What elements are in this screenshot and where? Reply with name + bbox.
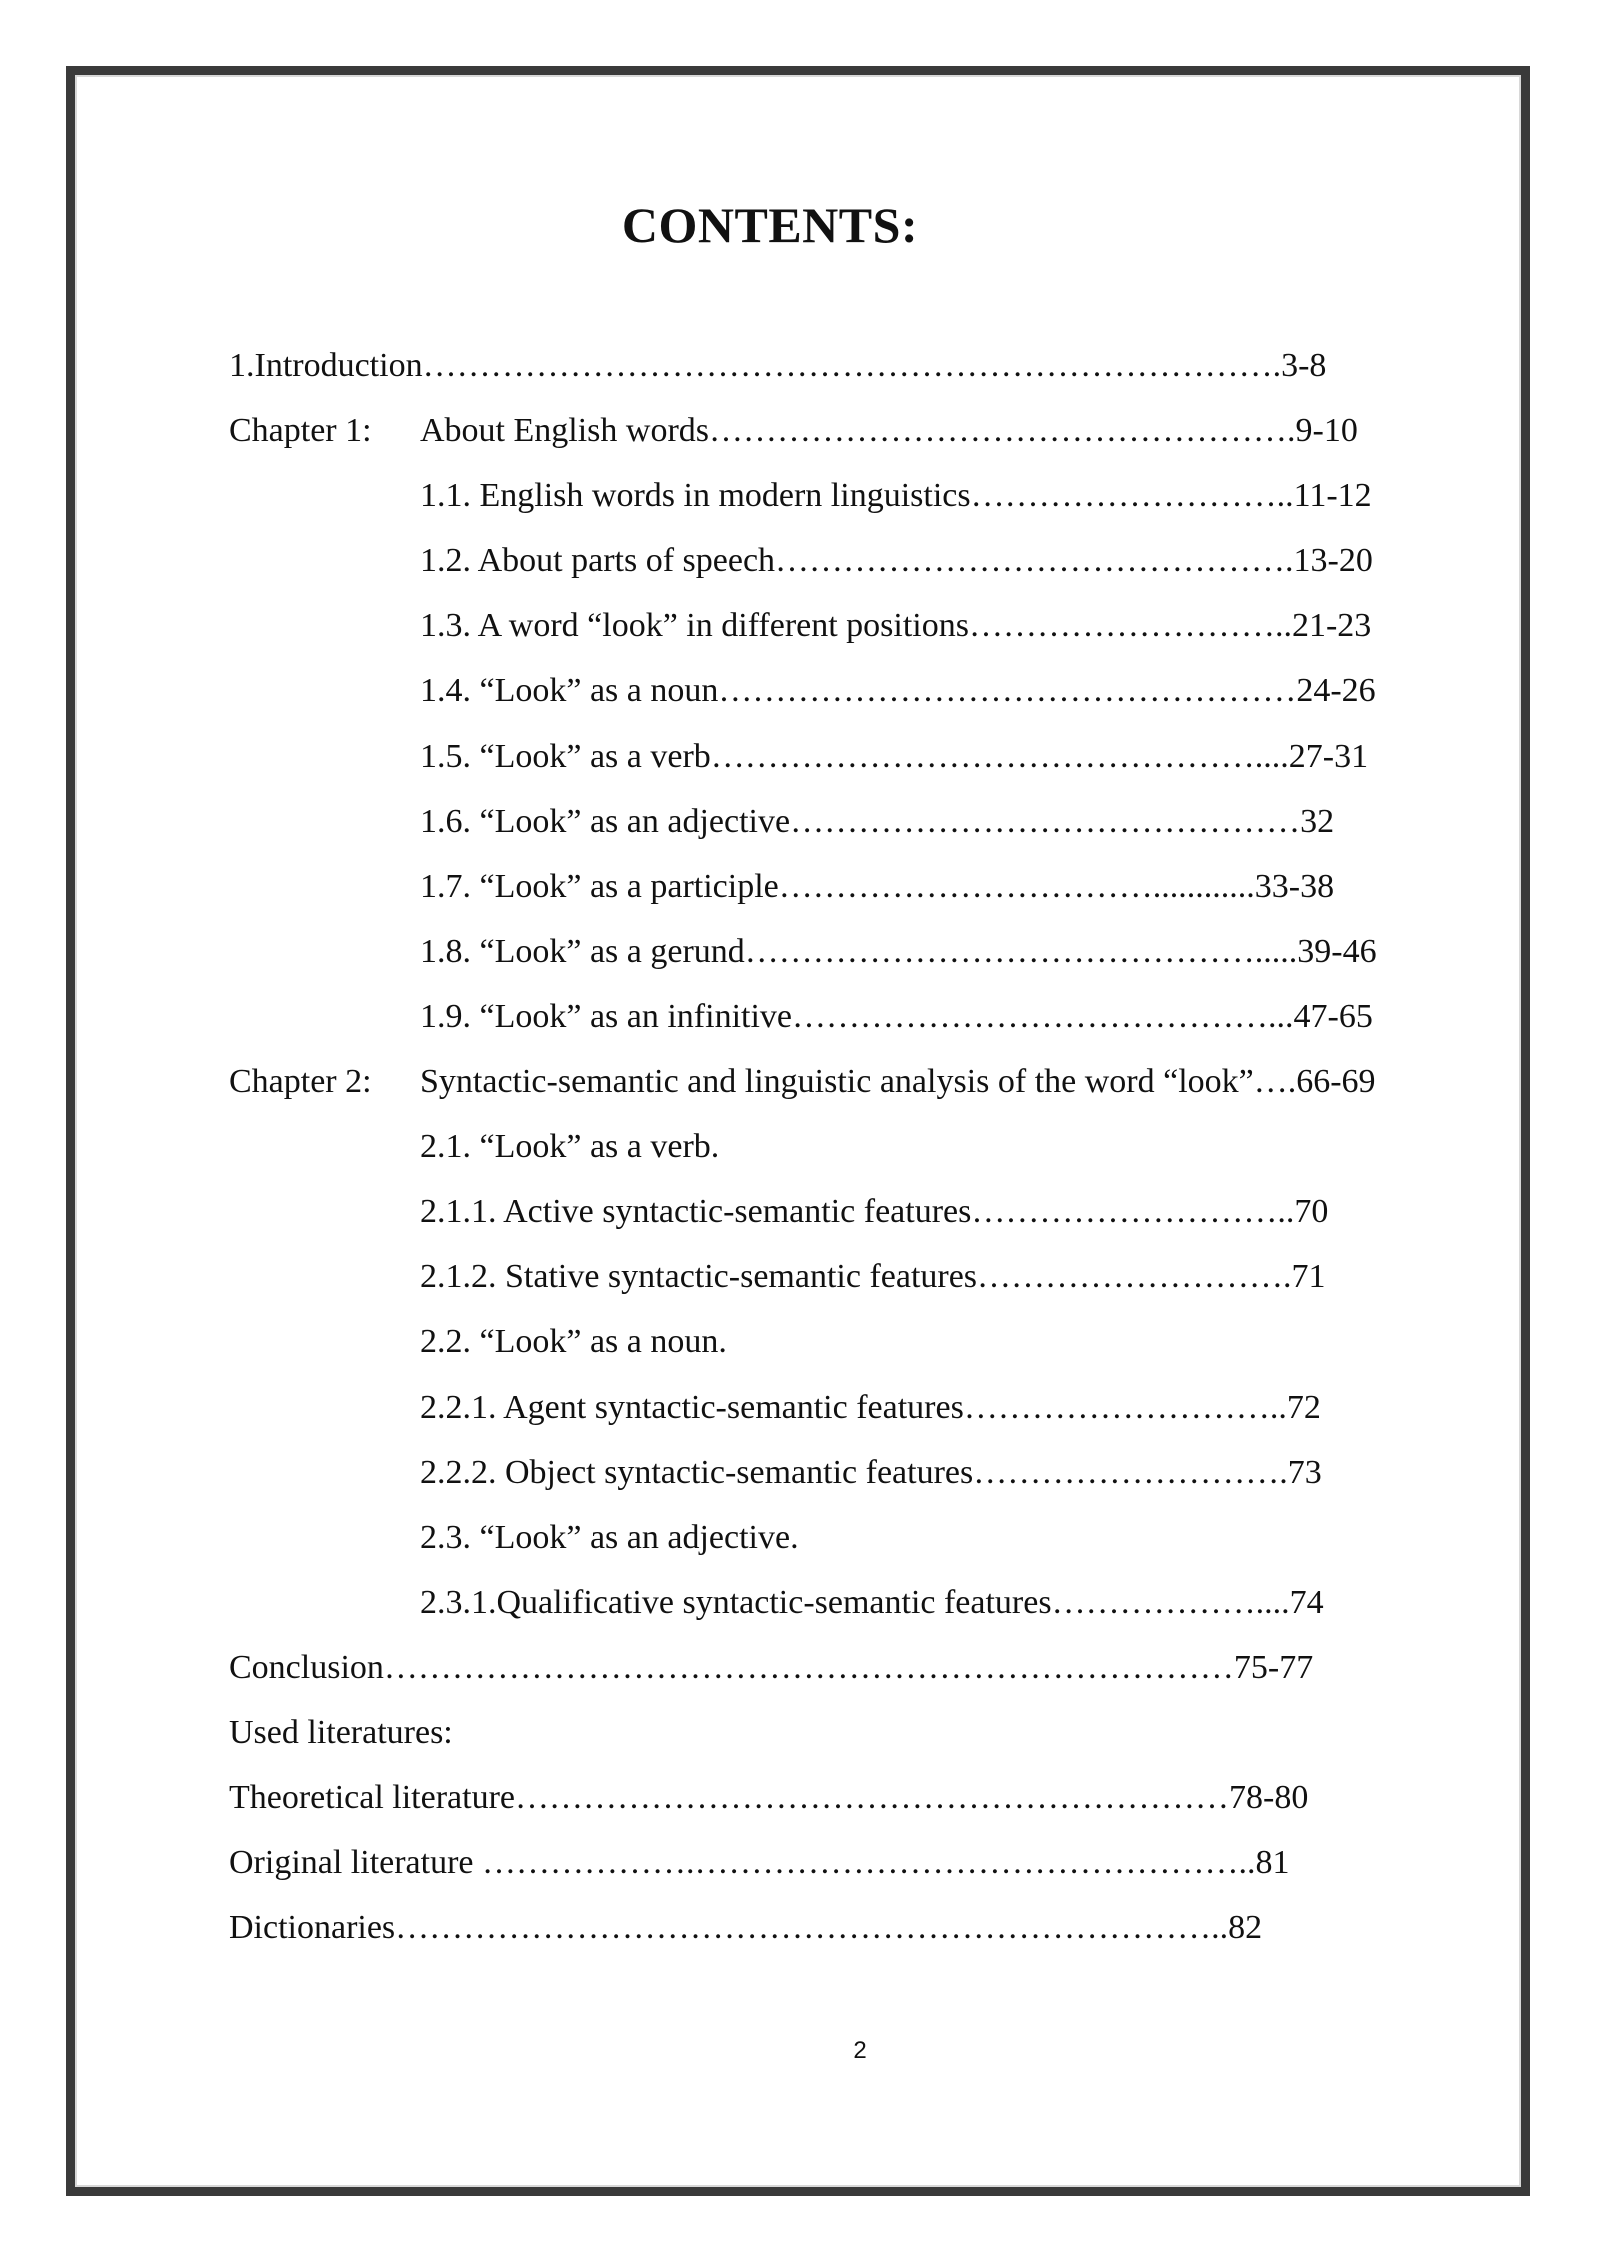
toc-entry	[229, 1375, 1529, 1440]
toc-chapter-label: Chapter 2:	[229, 1063, 372, 1101]
toc-entry	[229, 1635, 1529, 1700]
toc-entry	[229, 398, 1529, 463]
toc-entry	[229, 724, 1529, 789]
toc-entry-text: Dictionaries………………………………………………………………..82	[229, 1909, 1263, 1947]
toc-entry-text: Syntactic-semantic and linguistic analysis of the word “look”….66-69	[420, 1063, 1376, 1101]
toc-entry	[229, 1309, 1529, 1374]
toc-chapter-label: Chapter 1:	[229, 412, 372, 450]
toc-entry	[229, 789, 1529, 854]
page-title: CONTENTS:	[621, 197, 919, 253]
toc-entry	[229, 1244, 1529, 1309]
toc-entry-text: 1.8. “Look” as a gerund……………………………………….....39-46	[420, 932, 1377, 970]
toc-entry	[229, 1765, 1529, 1830]
toc-entry-text: 1.5. “Look” as a verb…………………………………………....27-31	[420, 737, 1369, 775]
toc-entry	[229, 1700, 1529, 1765]
toc-entry-text: Conclusion…………………………………………………………………75-77	[229, 1648, 1314, 1686]
toc-entry	[229, 1505, 1529, 1570]
toc-entry-text: 2.1.2. Stative syntactic-semantic features……………………….71	[420, 1258, 1326, 1296]
toc-entry	[229, 333, 1529, 398]
toc-entry-text: 1.7. “Look” as a participle……………………………............33-38	[420, 867, 1335, 905]
toc-entry	[229, 593, 1529, 658]
toc-entry-text: 1.Introduction………………………………………………………………….3-8	[229, 347, 1327, 384]
table-of-contents	[229, 333, 1529, 1960]
toc-entry	[229, 463, 1529, 528]
toc-entry-text: 2.1. “Look” as a verb.	[420, 1128, 720, 1166]
toc-entry-text: 1.4. “Look” as a noun……………………………………………24-26	[420, 672, 1376, 710]
toc-entry	[229, 1895, 1529, 1960]
toc-entry-text: 2.2. “Look” as a noun.	[420, 1323, 727, 1361]
toc-entry	[229, 1440, 1529, 1505]
toc-entry-text: 2.2.2. Object syntactic-semantic features……………………….73	[420, 1453, 1322, 1491]
toc-entry	[229, 919, 1529, 984]
toc-entry-text: 1.6. “Look” as an adjective………………………………………32	[420, 802, 1335, 840]
toc-entry	[229, 984, 1529, 1049]
toc-entry	[229, 1049, 1529, 1114]
toc-entry	[229, 658, 1529, 723]
toc-entry-text: 1.2. About parts of speech……………………………………….13-20	[420, 542, 1373, 580]
toc-entry	[229, 528, 1529, 593]
toc-entry	[229, 1830, 1529, 1895]
toc-entry-text: 2.3. “Look” as an adjective.	[420, 1518, 799, 1556]
toc-entry-text: Original literature ……………….…………………………………………..81	[229, 1844, 1290, 1882]
toc-entry-text: Theoretical literature………………………………………………………78-80	[229, 1779, 1309, 1817]
toc-entry-text: 1.3. A word “look” in different positions………………………..21-23	[420, 607, 1372, 645]
toc-entry	[229, 854, 1529, 919]
toc-entry-text: About English words…………………………………………….9-10	[420, 412, 1358, 450]
toc-entry-text: Used literatures:	[229, 1713, 453, 1751]
toc-entry-text: 1.9. “Look” as an infinitive……………………………………...47-65	[420, 997, 1373, 1035]
toc-entry-text: 1.1. English words in modern linguistics………………………..11-12	[420, 477, 1372, 515]
toc-entry	[229, 1179, 1529, 1244]
toc-entry-text: 2.3.1.Qualificative syntactic-semantic features………………....74	[420, 1583, 1324, 1621]
toc-entry-text: 2.2.1. Agent syntactic-semantic features………………………..72	[420, 1388, 1321, 1426]
toc-entry	[229, 1114, 1529, 1179]
toc-entry-text: 2.1.1. Active syntactic-semantic features………………………..70	[420, 1193, 1329, 1231]
toc-entry	[229, 1570, 1529, 1635]
page-number: 2	[853, 2037, 867, 2064]
